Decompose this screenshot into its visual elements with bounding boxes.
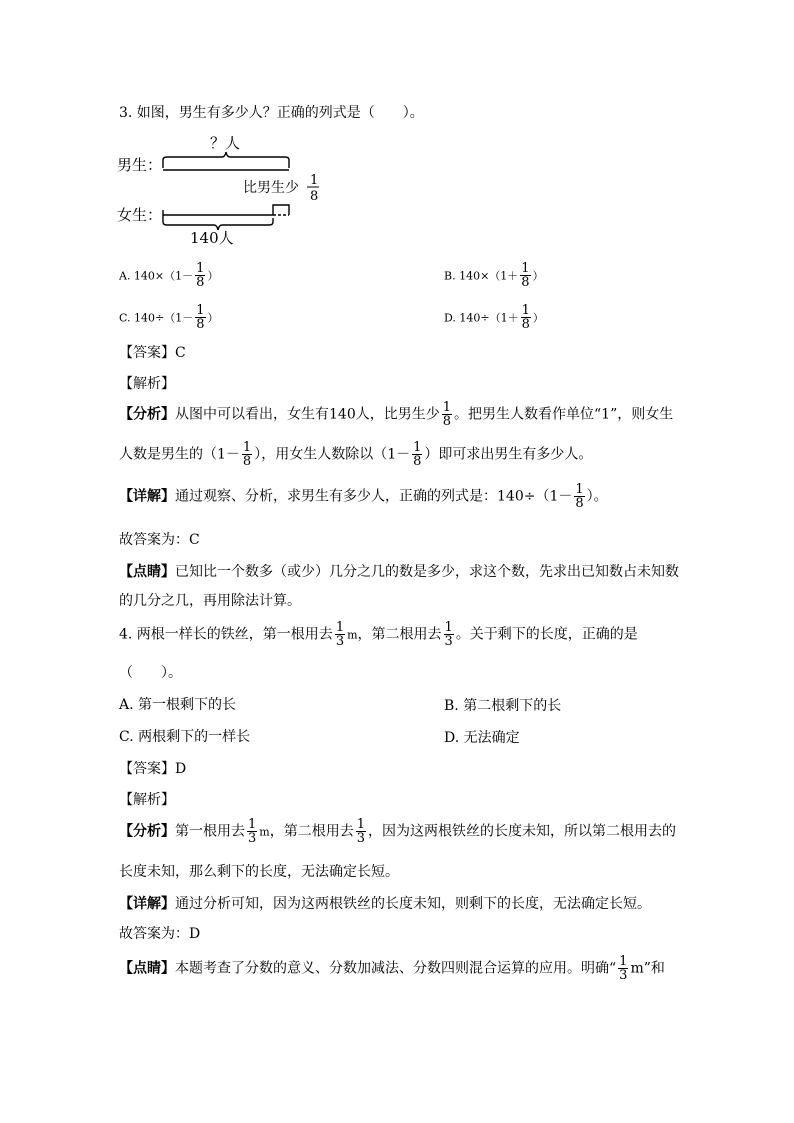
frac-1-3: $\frac{1}{3}$ bbox=[356, 817, 365, 846]
q4-option-c: C. 两根剩下的一样长 bbox=[119, 729, 251, 745]
q4-stem-line1: 4. 两根一样长的铁丝，第一根用去 $\frac{1}{3}$ m，第二根用去 $\frac{1}{3}$ 。关于剩下的长度，正确的是 bbox=[119, 620, 638, 649]
boys-label: 男生： bbox=[117, 156, 163, 174]
segment-diagram bbox=[115, 130, 335, 250]
frac-1-3: $\frac{1}{3}$ bbox=[619, 954, 628, 983]
frac-1-8: $\frac{1}{8}$ bbox=[196, 303, 205, 332]
frac-1-3: $\frac{1}{3}$ bbox=[248, 817, 257, 846]
frac-1-8: $\frac{1}{8}$ bbox=[575, 482, 584, 511]
less-frac-den: 8 bbox=[310, 189, 319, 204]
less-frac-num: 1 bbox=[310, 173, 319, 188]
diff-bracket bbox=[273, 205, 289, 215]
q3-note-line2: 的几分之几，再用除法计算。 bbox=[119, 593, 301, 609]
girls-count: 140人 bbox=[190, 229, 234, 247]
less-text: 比男生少 bbox=[243, 180, 299, 196]
q3-answer: 【答案】C bbox=[119, 345, 186, 361]
q3-option-b: B. 140×（1＋ $\frac{1}{8}$ ） bbox=[444, 261, 544, 290]
frac-1-8: $\frac{1}{8}$ bbox=[413, 440, 422, 469]
girls-label: 女生： bbox=[117, 206, 163, 224]
q4-note: 【点睛】本题考查了分数的意义、分数加减法、分数四则混合运算的应用。明确“ $\frac{1}{3}$ m”和 bbox=[119, 954, 665, 983]
q3-note-line1: 【点睛】已知比一个数多（或少）几分之几的数是多少，求这个数，先求出已知数占未知数 bbox=[119, 564, 679, 580]
q3-option-d: D. 140÷（1＋ $\frac{1}{8}$ ） bbox=[444, 303, 544, 332]
q4-answer: 【答案】D bbox=[119, 761, 187, 777]
frac-1-8: $\frac{1}{8}$ bbox=[521, 303, 530, 332]
boys-brace bbox=[163, 152, 289, 168]
q3-stem: 3. 如图，男生有多少人？正确的列式是（ ）。 bbox=[119, 105, 424, 121]
q3-final: 故答案为：C bbox=[119, 532, 200, 548]
q3-option-a: A. 140×（1－ $\frac{1}{8}$ ） bbox=[119, 261, 219, 290]
frac-1-8: $\frac{1}{8}$ bbox=[242, 440, 252, 469]
option-c-pre: C. 140÷（1－ bbox=[119, 311, 194, 325]
q4-stem-line2: （ ）。 bbox=[119, 665, 182, 681]
option-d-pre: D. 140÷（1＋ bbox=[444, 311, 519, 325]
q4-option-a: A. 第一根剩下的长 bbox=[119, 697, 237, 713]
frac-1-8: $\frac{1}{8}$ bbox=[521, 261, 530, 290]
q4-option-b: B. 第二根剩下的长 bbox=[444, 698, 562, 714]
frac-1-8: $\frac{1}{8}$ bbox=[442, 400, 452, 429]
q3-option-c: C. 140÷（1－ $\frac{1}{8}$ ） bbox=[119, 303, 219, 332]
frac-1-3: $\frac{1}{3}$ bbox=[444, 620, 453, 649]
q4-final: 故答案为：D bbox=[119, 926, 201, 942]
q4-option-d: D. 无法确定 bbox=[444, 730, 520, 746]
q3-analysis-line1: 【分析】从图中可以看出，女生有140人，比男生少 $\frac{1}{8}$ 。把男生人数看作单位“1”，则女生 bbox=[119, 400, 674, 429]
boys-question: ？人 bbox=[210, 134, 241, 152]
q3-analysis-line2: 人数是男生的（1－ $\frac{1}{8}$ ），用女生人数除以（1－ $\frac{1}{8}$ ）即可求出男生有多少人。 bbox=[119, 440, 593, 469]
option-a-pre: A. 140×（1－ bbox=[119, 269, 194, 283]
q4-analysis-line1: 【分析】第一根用去 $\frac{1}{3}$ m，第二根用去 $\frac{1}{3}$ ，因为这两根铁丝的长度未知，所以第二根用去的 bbox=[119, 817, 676, 846]
q3-detail: 【详解】通过观察、分析，求男生有多少人，正确的列式是：140÷（1－ $\frac{1}{8}$ ）。 bbox=[119, 482, 608, 511]
frac-1-3: $\frac{1}{3}$ bbox=[335, 620, 345, 649]
q4-analysis-line2: 长度未知，那么剩下的长度，无法确定长短。 bbox=[119, 864, 399, 880]
q4-analysis-tag: 【解析】 bbox=[119, 792, 175, 808]
q3-analysis-tag: 【解析】 bbox=[119, 376, 175, 392]
q4-detail: 【详解】通过分析可知，因为这两根铁丝的长度未知，则剩下的长度，无法确定长短。 bbox=[119, 896, 651, 912]
frac-1-8: $\frac{1}{8}$ bbox=[196, 261, 205, 290]
option-b-pre: B. 140×（1＋ bbox=[444, 269, 519, 283]
